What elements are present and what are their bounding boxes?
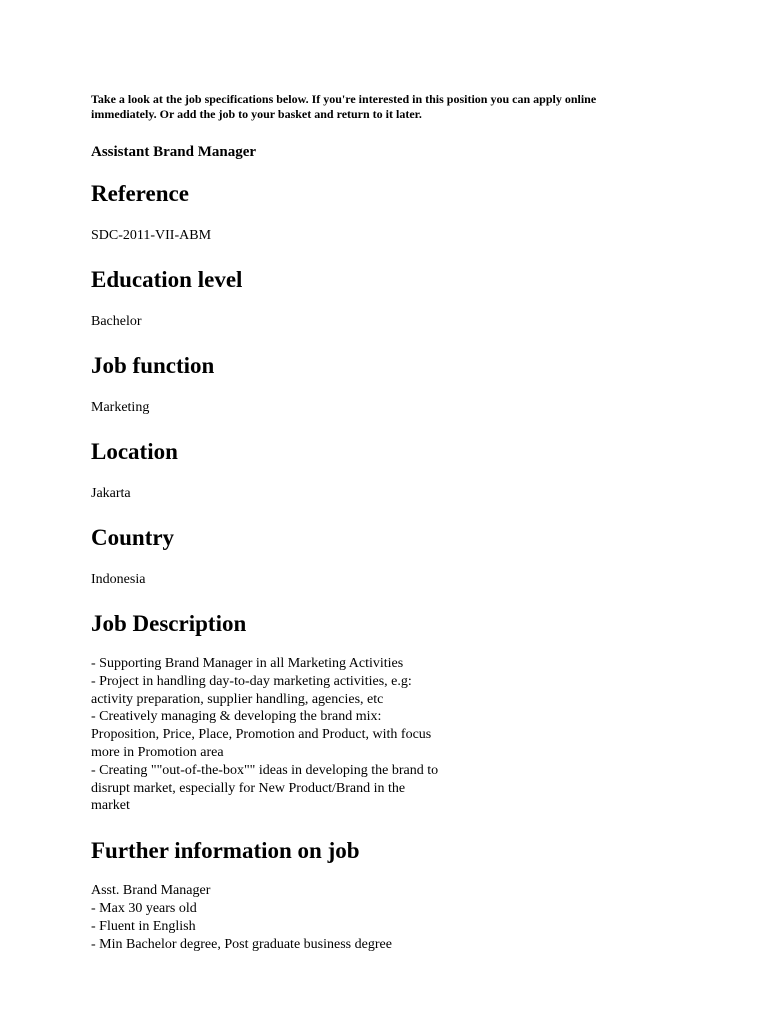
location-value: Jakarta xyxy=(91,486,131,501)
job-specification-document xyxy=(91,92,651,953)
further-information-line: Asst. Brand Manager xyxy=(91,883,211,899)
job-description-line: disrupt market, especially for New Product/Brand in the xyxy=(91,780,406,796)
further-information-lines xyxy=(91,882,651,953)
reference-heading: Reference xyxy=(91,181,189,206)
section-country xyxy=(91,524,651,589)
further-information-heading: Further information on job xyxy=(91,838,360,864)
further-information-line: - Max 30 years old xyxy=(91,900,197,916)
job-description-line: activity preparation, supplier handling, agencies, etc xyxy=(91,691,384,707)
country-heading: Country xyxy=(91,525,175,550)
education-level-value: Bachelor xyxy=(91,314,142,329)
job-description-line: market xyxy=(91,798,130,814)
section-job-description xyxy=(91,610,651,815)
section-education-level xyxy=(91,266,651,331)
reference-value: SDC-2011-VII-ABM xyxy=(91,228,212,243)
job-function-value: Marketing xyxy=(91,400,150,415)
location-heading: Location xyxy=(91,439,178,464)
job-description-line: Proposition, Price, Place, Promotion and Product, with focus xyxy=(91,727,432,743)
job-description-lines xyxy=(91,655,651,815)
job-function-heading: Job function xyxy=(91,353,215,378)
job-description-line: - Creating ""out-of-the-box"" ideas in developing the brand to xyxy=(91,762,439,778)
section-location xyxy=(91,438,651,503)
job-description-heading: Job Description xyxy=(91,611,247,636)
job-description-line: more in Promotion area xyxy=(91,744,224,760)
further-information-line: - Min Bachelor degree, Post graduate business degree xyxy=(91,936,392,952)
intro-text: Take a look at the job specifications below. If you're interested in this position you can apply online immediately. Or add the job to your basket and return to it later. xyxy=(91,92,597,121)
further-information-line: - Fluent in English xyxy=(91,918,196,934)
section-further-information xyxy=(91,837,651,953)
section-job-function xyxy=(91,352,651,417)
job-description-line: - Creatively managing & developing the brand mix: xyxy=(91,709,382,725)
education-level-heading: Education level xyxy=(91,267,243,292)
section-reference xyxy=(91,180,651,245)
job-description-line: - Project in handling day-to-day marketing activities, e.g: xyxy=(91,673,412,689)
country-value: Indonesia xyxy=(91,572,146,587)
job-title: Assistant Brand Manager xyxy=(91,144,257,160)
job-description-line: - Supporting Brand Manager in all Marketing Activities xyxy=(91,656,404,671)
